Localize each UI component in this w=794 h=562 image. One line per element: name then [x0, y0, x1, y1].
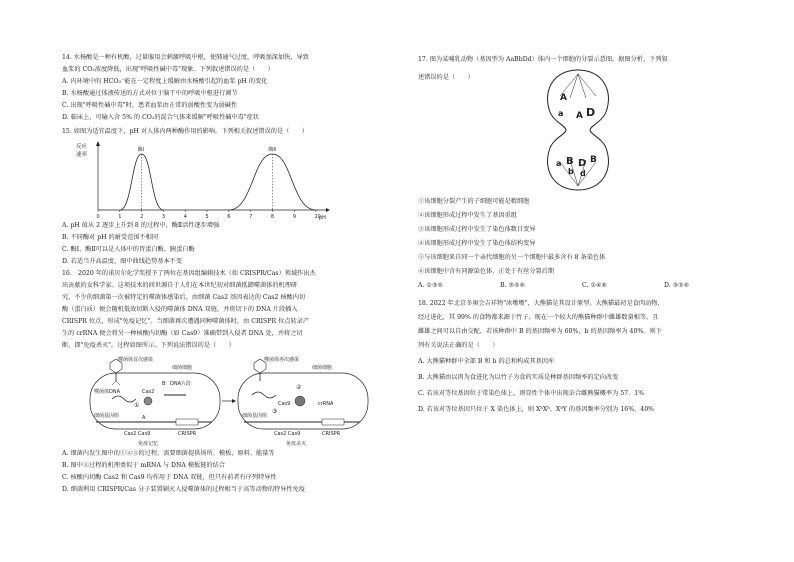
y-axis-arrow — [96, 141, 100, 146]
q14-option-a: A. 内环境中的 HCO₃⁻能在一定程度上缓解由水杨酸引起的血浆 pH 的变化 — [62, 78, 268, 85]
dividing-cell-outline — [548, 70, 609, 190]
q16-option-d: D. 细菌利用 CRISPR/Cas 分子装置剿灭入侵噬菌体的过程相当于高等动物的特异性免疫 — [62, 486, 305, 493]
fig-infect2-label: 噬菌体再次感染 — [264, 357, 300, 363]
q17-stem-line2: 述错误的是（ ） — [418, 74, 474, 81]
q16-option-c: C. 核酸内切酶 Cas2 和 Cas9 均作用于 DNA 双链，但只有前者有序列特异性 — [62, 474, 277, 481]
q16-stem-line1: 16. 2020 年的诺贝尔化学奖授予了两位在基因组编辑技术（如 CRISPR/Cas）领域作出杰 — [62, 270, 316, 277]
fig-num1: ① — [134, 402, 140, 409]
q17-option-b: B. ③⑤⑥ — [500, 282, 526, 289]
x-tick-label: 4 — [183, 214, 187, 220]
chrom-label-bot-B2: B — [590, 155, 597, 165]
q14-option-c: C. 出现"呼吸性碱中毒"时，患者血浆由正常的弱酸性变为弱碱性 — [62, 102, 238, 109]
fig-cell2-label: 细菌细胞 — [312, 365, 333, 371]
chrom-label-bot-a: a — [556, 159, 562, 168]
fig-num2: ② — [296, 384, 302, 391]
q14-stem-line2: 血浆的 CO₂浓度降低，出现"呼吸性碱中毒"现象。下列叙述错误的是（ ） — [62, 66, 274, 73]
q16-stem-line4: 酶（蛋白质）便会随机低效切断入侵的噬菌体 DNA 双链，并将切下的 DNA 片段插入 — [62, 306, 298, 313]
fig-crispr1-label: CRISPR — [178, 431, 197, 437]
q18-option-c: C. 若该对等位基因位于常染色体上，则显性个体中出现杂合雌熊猫概率为 57．1% — [418, 390, 645, 397]
chrom-label-top-A2: A — [576, 111, 583, 121]
chrom-label-top-A: A — [560, 93, 567, 103]
fig-caption1: 免疫记忆 — [138, 441, 159, 447]
x-tick-label: 9 — [292, 214, 296, 220]
x-axis-arrow — [326, 208, 330, 212]
cas9-protein-icon — [295, 396, 305, 406]
x-tick-label: 2 — [140, 214, 144, 220]
q16-crispr-figure — [82, 355, 372, 447]
chrom-label-bot-b: b — [568, 167, 574, 176]
fig-b-label: B — [162, 381, 166, 387]
q16-stem-line3: 究，不少的细菌第一次被特定的噬菌体感染后，由细菌 Cas2 基因表达的 Cas2 核酸内切 — [62, 294, 306, 301]
fig-dna-frag-label: DNA片段 — [170, 381, 192, 387]
q18-stem-line1: 18. 2022 年北京冬奥会吉祥物"冰墩墩"，大熊猫是其设计原型。大熊猫最初是食肉动物， — [418, 300, 664, 307]
fig-crrna-label: crRNA — [318, 401, 334, 407]
phage-dna-strand-1 — [112, 396, 136, 402]
x-tick-label: 7 — [249, 214, 253, 220]
q17-statement-4: ④该细胞形成过程中发生了染色体结构变异 — [418, 240, 536, 247]
q17-option-d: D. ③⑤⑥ — [664, 282, 690, 289]
chart-ylabel-1: 反应 — [76, 144, 88, 150]
q16-stem-line6: 生的 crRNA 便会将另一种核酸内切酶（如 Cas9）准确带到入侵者 DNA 处，并将之切 — [62, 330, 303, 337]
fig-genome1-label: 细菌基因组 — [94, 413, 120, 419]
q17-stem-line1: 17. 图为某哺乳动物（基因型为 AaBbDd）体内一个细胞的分裂示意图。据图分析，下列叙 — [418, 56, 668, 63]
chrom-label-bot-B: B — [566, 156, 574, 167]
fig-caption2: 免疫杀灭 — [286, 441, 307, 447]
cas2-protein-icon — [144, 397, 152, 405]
q17-statement-5: ⑤与该细胞来自同一个亲代细胞的另一个细胞中最多含有 8 条染色体 — [418, 254, 606, 261]
fig-crispr2-label: CRISPR — [322, 431, 341, 437]
q17-cell-figure — [536, 66, 620, 194]
x-tick-label: 5 — [205, 214, 209, 220]
q14-stem-line1: 14. 水杨酸是一种有机酸，过量服用会刺激呼吸中枢，使肺通气过度，呼吸加深加快，导致 — [62, 54, 309, 61]
q18-stem-line4: 列有关说法正确的是（ ） — [418, 342, 499, 349]
chrom-label-top-a: a — [558, 109, 564, 118]
chart-ylabel-2: 速率 — [76, 152, 88, 158]
x-tick-label: 0 — [96, 214, 100, 220]
q17-option-a: A. ①③⑤ — [418, 282, 444, 289]
x-tick-label: 3 — [161, 214, 166, 220]
q16-option-a: A. 细菌内发生图中的①②③的过程，需要细菌提供场所、模板、原料、能量等 — [62, 450, 275, 457]
q16-option-b: B. 图中②过程的机理类似于 mRNA 与 DNA 模板链的结合 — [62, 462, 225, 469]
fig-cas9-label: Cas9 — [278, 401, 291, 407]
q15-option-c: C. 酶Ⅰ、酶Ⅱ可以是人体中的胃蛋白酶、胰蛋白酶 — [62, 246, 195, 253]
q17-option-c: C. ①④⑥ — [582, 282, 608, 289]
q16-stem-line2: 出贡献的女科学家。这项技术的问世源自于人们在本世纪初对细菌抵御噬菌体的机理研 — [62, 282, 298, 289]
q18-stem-line2: 经过进化，其 99% 的食物都来源于竹子。现在一个较大的熊猫种群中雌雄数量相等，且 — [418, 314, 659, 321]
x-tick-label: 1 — [118, 214, 122, 220]
x-tick-label: 6 — [227, 214, 231, 220]
q17-statement-3: ③该细胞形成过程中发生了染色体数目变异 — [418, 226, 536, 233]
q18-stem-line3: 雌雄之间可以自由交配，若该种群中 B 的基因频率为 60%，b 的基因频率为 40%。则下 — [418, 328, 662, 335]
fig-genome2-label: 细菌基因组 — [242, 413, 268, 419]
crispr-locus-2 — [322, 419, 344, 425]
enzyme2-label: 酶Ⅱ — [268, 147, 276, 153]
chrom-label-bot-D: D — [578, 158, 587, 169]
x-tick-label: 10 — [314, 214, 321, 220]
q15-stem: 15. 如图为适宜温度下，pH 对人体内两种酶作用的影响。下列相关叙述错误的是（ ） — [62, 128, 308, 135]
fig-a-label-1: A — [142, 415, 146, 421]
phage-dna-strand-2 — [252, 392, 276, 398]
q16-stem-line5: CRISPR 位点，形成"免疫记忆"。当细菌再次遭遇同种噬菌体时，由 CRISPR 位点转录产 — [62, 318, 310, 325]
fig-cas2cas9-label-1: Cas2 Cas9 — [124, 431, 151, 437]
q14-option-d: D. 临床上，可输入含 5% 的 CO₂的混合气体来缓解"呼吸性碱中毒"症状 — [62, 114, 260, 121]
chrom-label-top-D: D — [586, 106, 596, 119]
q15-ph-chart — [76, 140, 346, 222]
q16-stem-line7: 断，即"免疫杀灭"。过程如图所示。下列说法错误的是（ ） — [62, 342, 235, 349]
q14-option-b: B. 水杨酸通过体液传送的方式对位于脑干中的呼吸中枢进行调节 — [62, 90, 238, 97]
enzyme1-label: 酶Ⅰ — [137, 147, 145, 153]
fig-cas2cas9-label-2: Cas2 Cas9 — [274, 431, 301, 437]
q15-option-a: A. pH 值从 2 逐步上升到 8 的过程中，酶Ⅱ活性逐步增强 — [62, 222, 220, 229]
bacterial-cell-1 — [90, 373, 220, 429]
chrom-label-bot-d: d — [580, 169, 586, 178]
chart-xlabel: pH — [319, 215, 326, 221]
x-tick-label: 8 — [270, 214, 275, 220]
q18-option-a: A. 大熊猫种群中全部 B 和 b 的总和构成其基因库 — [418, 358, 555, 365]
q15-option-d: D. 若适当升高温度，图中曲线趋势基本不变 — [62, 258, 183, 265]
crispr-locus-1 — [176, 419, 198, 425]
fig-num3: ③ — [272, 408, 278, 415]
q17-statement-2: ②该细胞形成过程中发生了基因重组 — [418, 212, 517, 219]
q17-statement-1: ①该细胞分裂产生的子细胞可能是精细胞 — [418, 198, 530, 205]
fig-cell1-label: 细菌细胞 — [172, 365, 193, 371]
q18-option-b: B. 大熊猫由以肉为食进化为以竹子为食的实质是种群基因频率的定向改变 — [418, 374, 619, 381]
q17-statement-6: ⑥该细胞中含有同源染色体，正处于有丝分裂后期 — [418, 268, 555, 275]
fig-phage-dna-label: 噬菌体DNA — [94, 389, 121, 395]
q15-option-b: B. 不同酶对 pH 的耐受范围不相同 — [62, 234, 159, 241]
fig-infect1-label: 噬菌体首次感染 — [118, 357, 154, 363]
q18-option-d: D. 若该对等位基因只位于 X 染色体上，则 XᵇXᵇ、XᵇY 的基因频率分别为 16%、40% — [418, 406, 655, 413]
fig-cas2-label: Cas2 — [142, 389, 155, 395]
